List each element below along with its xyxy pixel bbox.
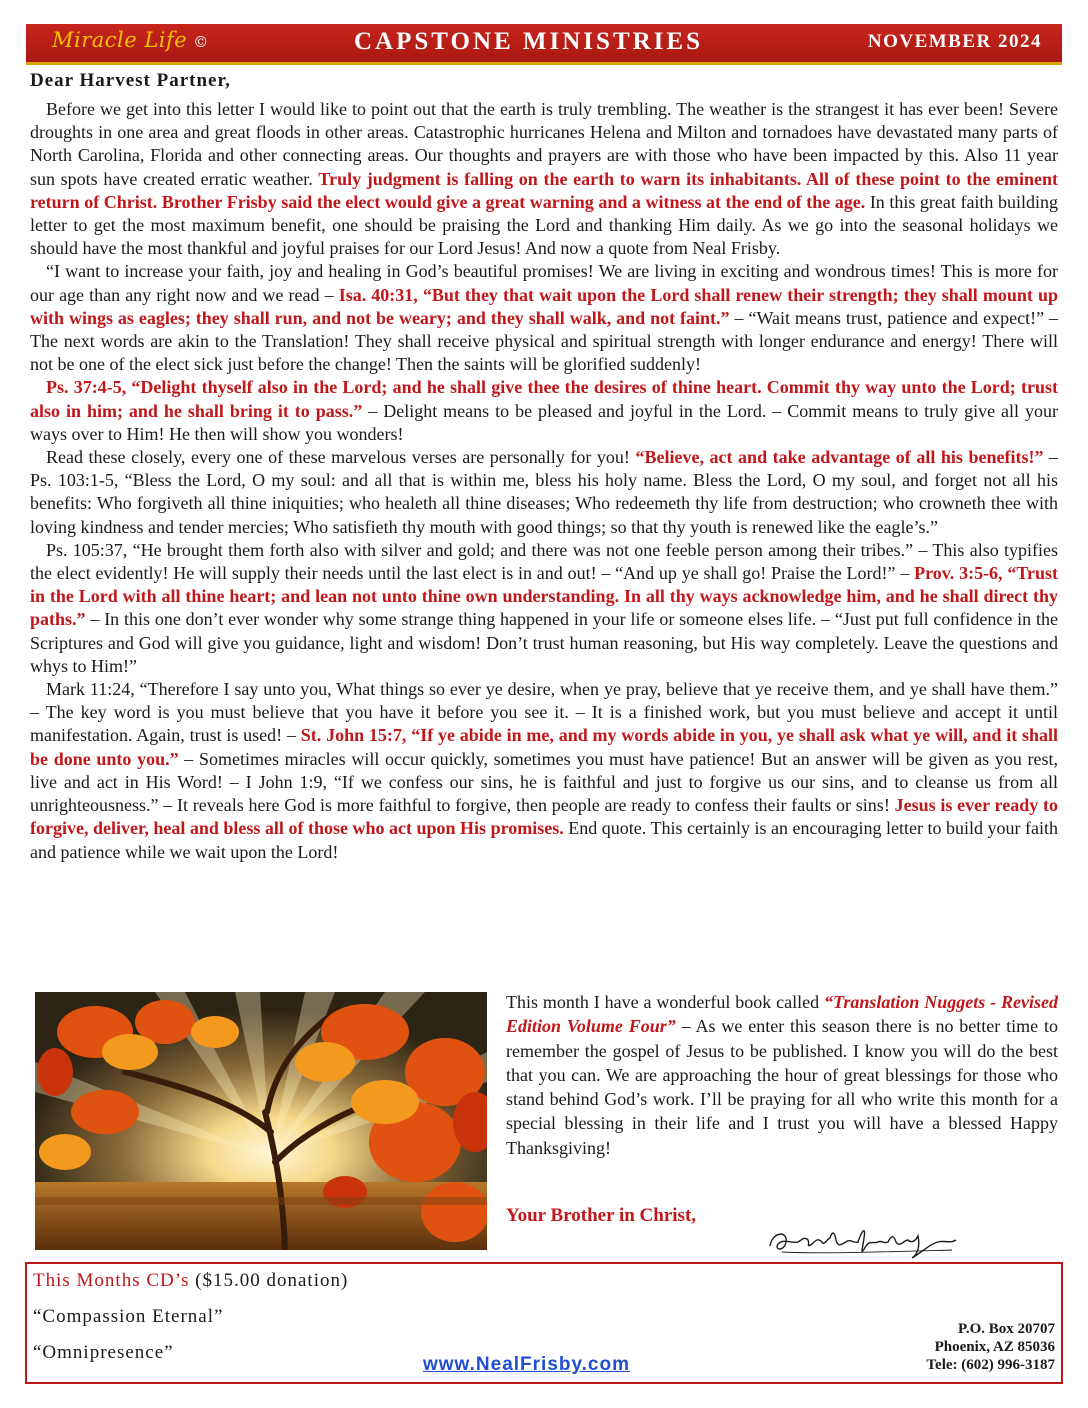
greeting: Dear Harvest Partner,	[30, 70, 231, 91]
issue-date: NOVEMBER 2024	[867, 31, 1042, 52]
emphasis-text: Jesus is ever ready to forgive, deliver, heal and bless all of those who act upon His promises.	[30, 795, 1058, 839]
copyright-mark: ©	[193, 33, 209, 51]
cd-heading	[33, 1270, 348, 1292]
brand-logo	[52, 28, 209, 52]
brand-name: Miracle Life	[52, 28, 188, 52]
letter-text: Ps. 105:37, “He brought them forth also with silver and gold; and there was not one feeble person among their tribes.” – This also typifies the elect evidently! He will supply their needs until the last elect is in and out! – “And up ye shall go! Praise the Lord!” –	[30, 539, 1058, 584]
letter-text: – Delight means to be pleased and joyful in the Lord. – Commit means to truly give all your ways over to Him! He then will show you wonders!	[30, 400, 1059, 444]
book-title: “Translation Nuggets - Revised Edition Volume Four”	[506, 992, 1058, 1037]
city-state-zip: Phoenix, AZ 85036	[934, 1339, 1055, 1355]
letter-text: – Ps. 103:1-5, “Bless the Lord, O my soul: and all that is within me, bless his holy name. Bless the Lord, O my soul, and forget not all his benefits: Who forgiveth all thine iniquities; who healeth all thine diseases; Who redeemeth thy life from destruction; who crowneth thee with loving kindness and tender mercies; Who satisfieth thy mouth with good things; so that thy youth is renewed like the eagle’s.”	[30, 447, 1059, 537]
scripture-quote: Ps. 37:4-5, “Delight thyself also in the Lord; and he shall give thee the desires of thine heart. Commit thy way unto the Lord; trust also in him; and he shall bring it to pass.”	[30, 377, 1058, 421]
organization-name: CAPSTONE MINISTRIES	[354, 28, 703, 55]
handwritten-signature	[762, 1222, 962, 1266]
letter-paragraph	[30, 260, 1058, 376]
cd-title: “Omnipresence”	[33, 1342, 174, 1363]
scripture-quote: Isa. 40:31, “But they that wait upon the Lord shall renew their strength; they shall mount up with wings as eagles; they shall run, and not be weary; and they shall walk, and not faint.”	[30, 284, 1058, 328]
offer-text: – As we enter this season there is no better time to remember the gospel of Jesus to be published. I know you will do the best that you can. We are approaching the hour of great blessings for those who stand behind God’s work. I’ll be praying for all who write this month for a special blessing in their life and I trust you will have a blessed Happy Thanksgiving!	[506, 1016, 1058, 1158]
letter-paragraph	[30, 539, 1058, 678]
letter-text: – “Wait means trust, patience and expect!” – The next words are akin to the Translation! They shall receive physical and spiritual strength with longer endurance and energy! There will not be one of the elect sick just before the change! Then the saints will be glorified suddenly!	[30, 307, 1059, 375]
scripture-quote: St. John 15:7, “If ye abide in me, and my words abide in you, ye shall ask what ye will, and it shall be done unto you.”	[30, 725, 1059, 769]
letter-text: Mark 11:24, “Therefore I say unto you, What things so ever ye desire, when ye pray, believe that ye receive them, and ye shall have them.” – The key word is you must believe that you have it before you see it. – It is a finished work, but you must believe and accept it until manifestation. Again, trust is used! –	[30, 679, 1058, 746]
mailing-address	[926, 1320, 1055, 1374]
letter-text: In this great faith building letter to get the most maximum benefit, one should be praising the Lord and thanking Him daily. As we go into the seasonal holidays we should have the most thankful and joyful praises for our Lord Jesus! And now a quote from Neal Frisby.	[30, 191, 1058, 259]
emphasis-text: “Believe, act and take advantage of all his benefits!”	[635, 447, 1044, 468]
po-box: P.O. Box 20707	[958, 1321, 1055, 1337]
closing-salutation: Your Brother in Christ,	[506, 1205, 697, 1226]
letter-paragraph	[30, 376, 1058, 446]
letter-paragraph	[30, 98, 1058, 260]
letter-text: Before we get into this letter I would like to point out that the earth is truly trembling. The weather is the strangest it has ever been! Severe droughts in one area and great floods in other areas. Catastrophic hurricanes Helena and Milton and tornadoes have devastated many parts of North Carolina, Florida and other connecting areas. Our thoughts and prayers are with those who have been impacted by this. Also 11 year sun spots have created erratic weather.	[30, 99, 1058, 189]
letter-text: – Sometimes miracles will occur quickly, sometimes you must have patience! But an answer will be given as you rest, live and act in His Word! – I John 1:9, “If we confess our sins, he is faithful and just to forgive us our sins, and to cleanse us from all unrighteousness.” – It reveals here God is more faithful to forgive, then people are ready to confess their faults or sins!	[30, 748, 1058, 816]
cd-offer-box	[25, 1262, 1063, 1384]
phone-number: Tele: (602) 996-3187	[926, 1357, 1055, 1373]
header-banner	[26, 24, 1062, 65]
cd-donation: ($15.00 donation)	[195, 1270, 349, 1291]
emphasis-text: Truly judgment is falling on the earth to warn its inhabitants. All of these point to the eminent return of Christ. Brother Frisby said the elect would give a great warning and a witness at the end of the age.	[30, 168, 1058, 212]
website-link[interactable]: www.NealFrisby.com	[423, 1354, 630, 1375]
autumn-tree-photo	[35, 992, 487, 1250]
letter-text: Read these closely, every one of these marvelous verses are personally for you!	[46, 447, 630, 468]
cd-title: “Compassion Eternal”	[33, 1306, 224, 1327]
letter-body	[30, 98, 1058, 864]
cd-label: This Months CD’s	[33, 1270, 190, 1291]
letter-text: End quote. This certainly is an encouraging letter to build your faith and patience while we wait upon the Lord!	[30, 818, 1059, 862]
book-offer	[506, 990, 1058, 1160]
letter-paragraph	[30, 446, 1058, 539]
letter-text: – In this one don’t ever wonder why some strange thing happened in your life or someone elses life. – “Just put full confidence in the Scriptures and God will give you guidance, light and wisdom! Don’t trust human reasoning, but His way completely. Leave the questions and whys to Him!”	[30, 609, 1058, 676]
letter-text: “I want to increase your faith, joy and healing in God’s beautiful promises! We are living in exciting and wondrous times! This is more for our age than any right now and we read –	[30, 261, 1058, 305]
letter-paragraph	[30, 678, 1058, 864]
scripture-quote: Prov. 3:5-6, “Trust in the Lord with all thine heart; and lean not unto thine own understanding. In all thy ways acknowledge him, and he shall direct thy paths.”	[30, 563, 1059, 630]
offer-intro: This month I have a wonderful book called	[506, 992, 820, 1012]
